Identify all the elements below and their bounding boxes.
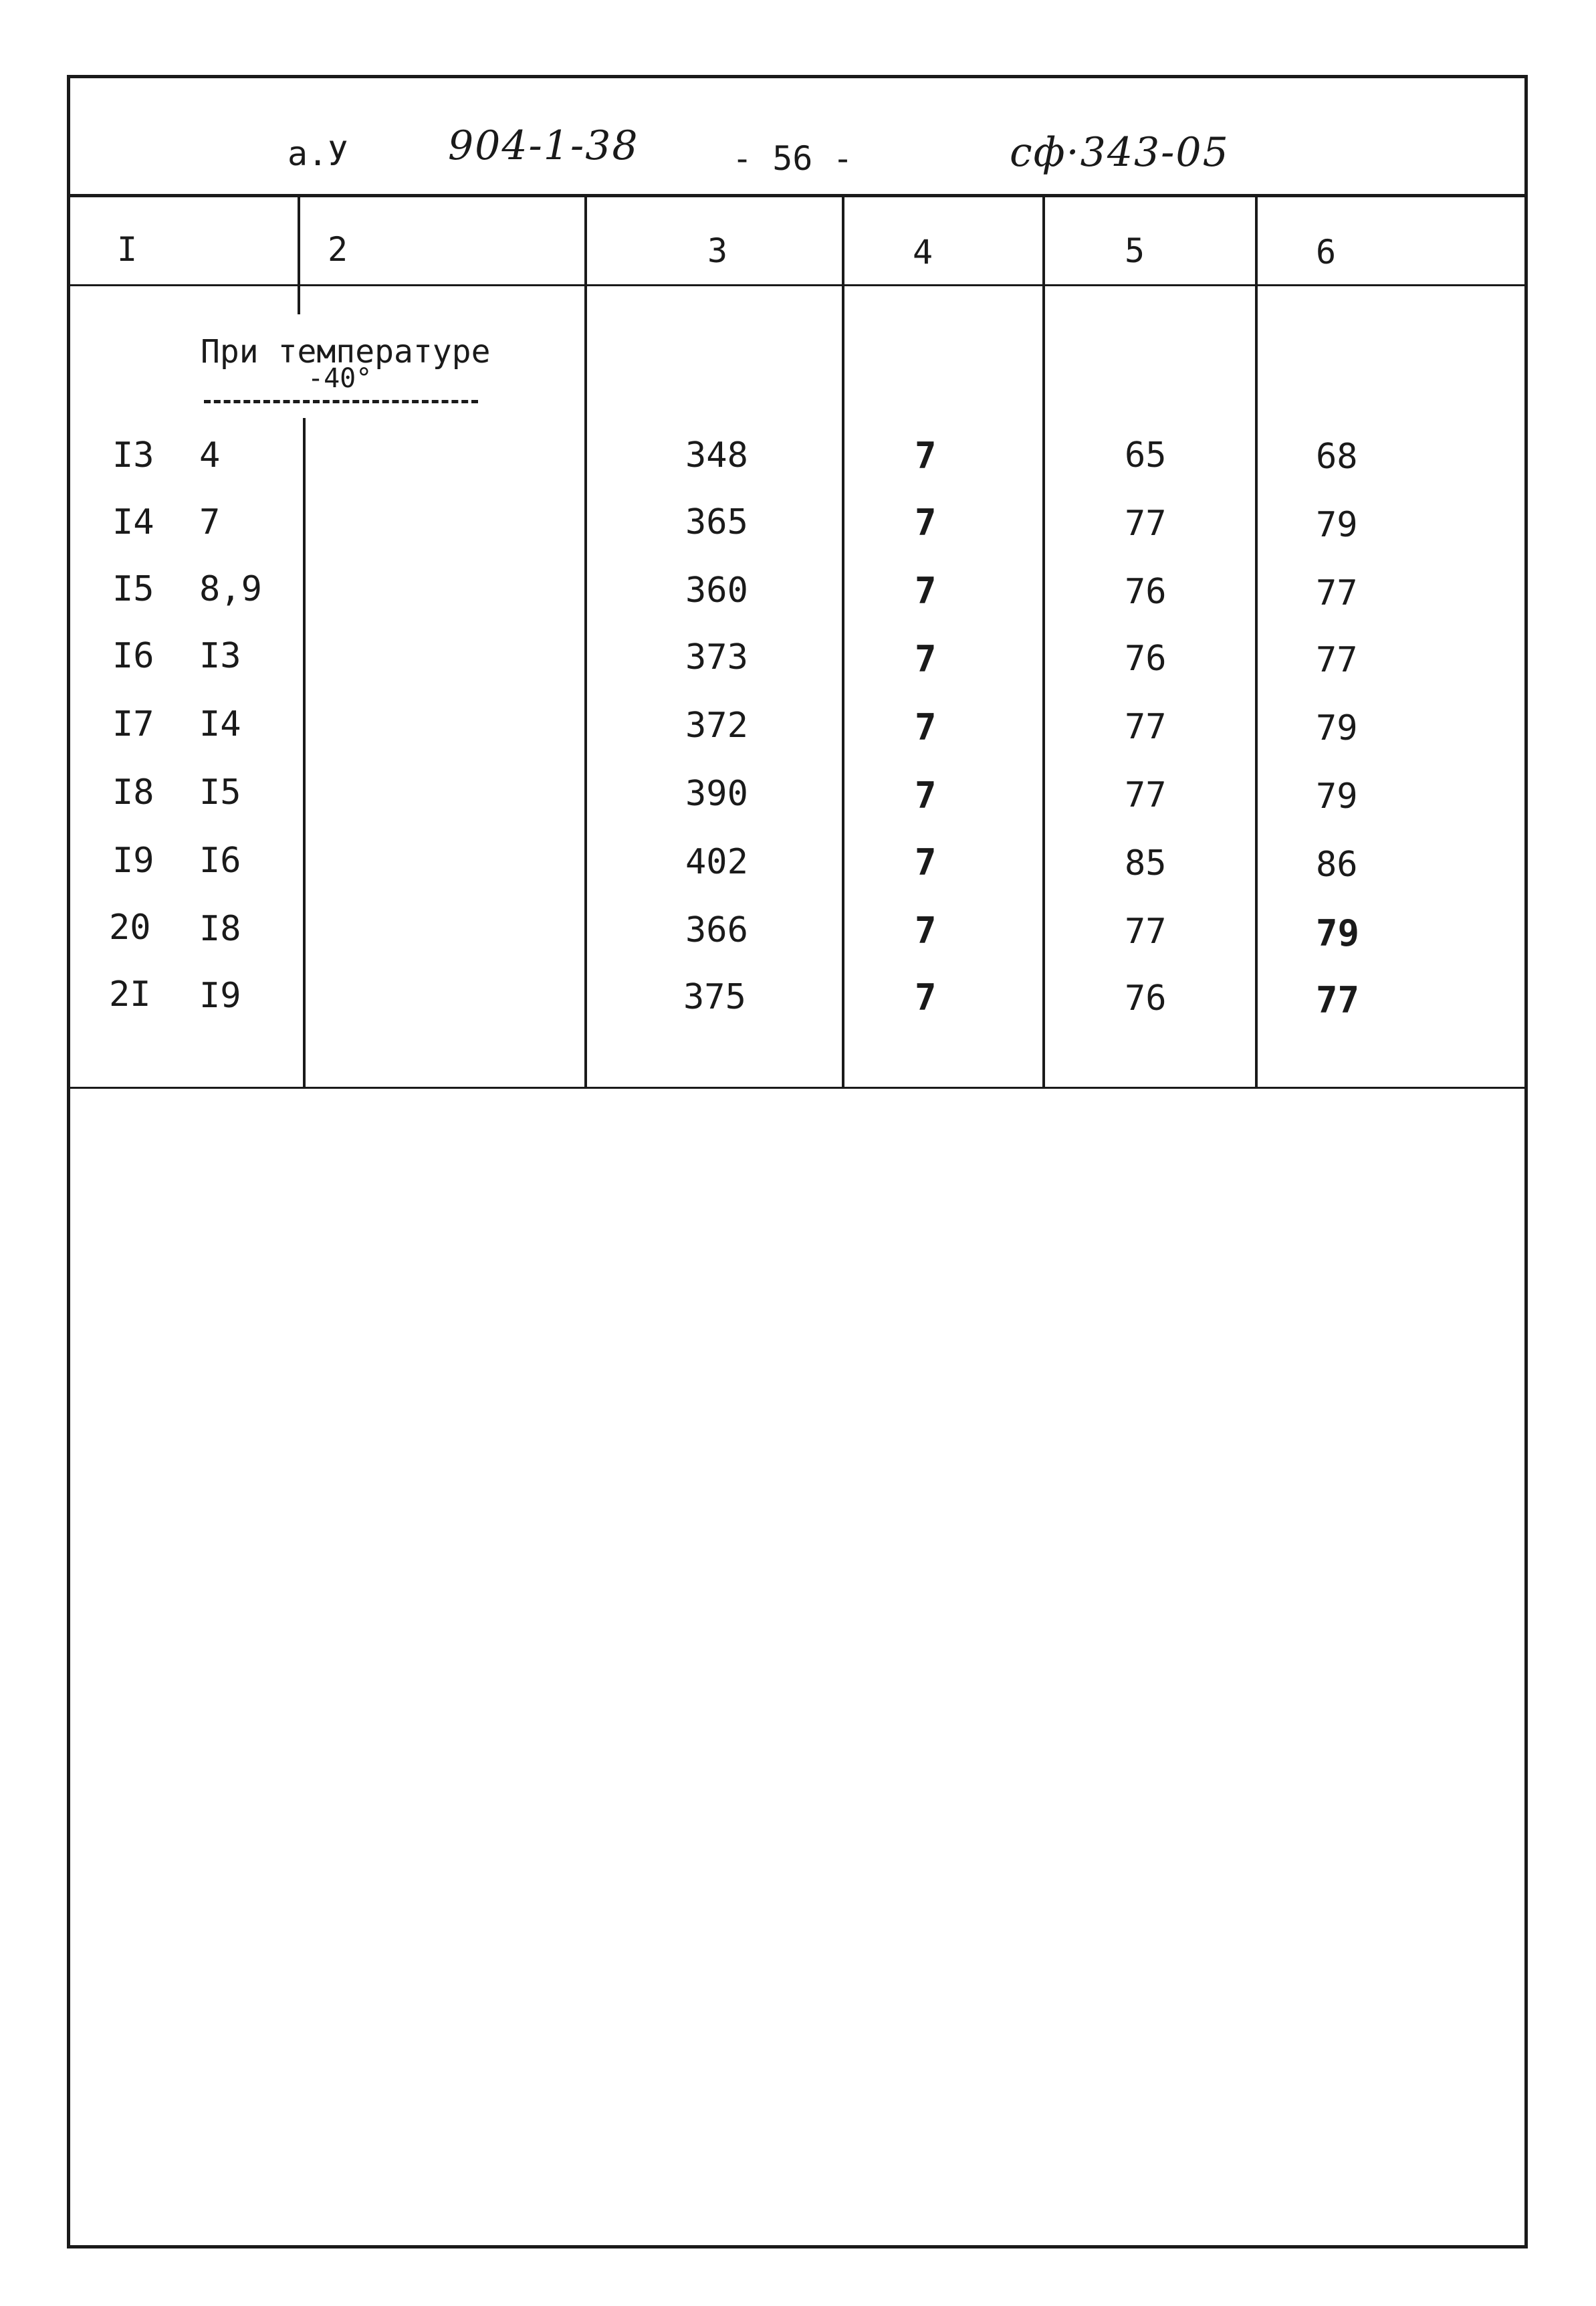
cell-col-3: 348 [685, 435, 748, 476]
cell-col-2: I6 [199, 841, 241, 881]
cell-col-2: 8,9 [199, 569, 262, 609]
cell-col-5: 77 [1125, 504, 1167, 544]
cell-col-1: I5 [112, 569, 154, 609]
cell-col-3: 402 [685, 842, 748, 882]
cell-col-1: 2I [109, 974, 151, 1015]
cell-col-4: 7 [915, 638, 937, 680]
cell-col-5: 85 [1125, 843, 1167, 883]
cell-col-4: 7 [915, 502, 937, 544]
cell-col-1: I7 [112, 704, 154, 744]
header-prefix: а.У [288, 134, 348, 173]
cell-col-6: 79 [1316, 912, 1360, 954]
cell-col-6: 79 [1316, 776, 1358, 817]
cell-col-4: 7 [915, 774, 937, 817]
cell-col-6: 77 [1316, 573, 1358, 613]
cell-col-4: 7 [915, 910, 937, 952]
cell-col-3: 372 [685, 706, 748, 746]
col-divider-4 [1042, 197, 1045, 1088]
col-divider-2 [584, 197, 587, 1088]
col-head-2: 2 [328, 230, 348, 269]
cell-col-5: 76 [1125, 572, 1167, 612]
cell-col-1: I8 [112, 772, 154, 813]
col-divider-1 [303, 418, 306, 1088]
cell-col-1: I3 [112, 435, 154, 476]
cell-col-5: 77 [1125, 912, 1167, 952]
cell-col-2: I3 [199, 636, 241, 676]
header-code: сф·343-05 [1010, 129, 1230, 176]
cell-col-2: I4 [199, 704, 241, 744]
cell-col-6: 77 [1316, 640, 1358, 680]
col-divider-5 [1255, 197, 1258, 1088]
section-label: При температуре [201, 333, 491, 371]
column-head-rule [70, 284, 1524, 286]
header-rule [70, 194, 1524, 197]
cell-col-4: 7 [915, 570, 937, 612]
cell-col-1: I6 [112, 636, 154, 676]
cell-col-3: 373 [685, 637, 748, 677]
cell-col-1: I9 [112, 841, 154, 881]
cell-col-2: I9 [199, 976, 241, 1016]
cell-col-1: I4 [112, 502, 154, 542]
cell-col-6: 77 [1316, 979, 1360, 1021]
cell-col-3: 390 [685, 774, 748, 814]
cell-col-5: 65 [1125, 435, 1167, 476]
col-divider-1-top [298, 197, 300, 314]
cell-col-3: 366 [685, 910, 748, 950]
cell-col-4: 7 [915, 435, 937, 477]
col-head-5: 5 [1125, 231, 1145, 270]
col-head-6: 6 [1316, 233, 1337, 272]
cell-col-2: I5 [199, 772, 241, 813]
cell-col-6: 79 [1316, 505, 1358, 545]
col-head-4: 4 [913, 233, 933, 272]
section-underline [204, 400, 478, 403]
cell-col-4: 7 [915, 976, 937, 1019]
cell-col-6: 68 [1316, 437, 1358, 477]
cell-col-5: 76 [1125, 978, 1167, 1019]
cell-col-5: 76 [1125, 639, 1167, 679]
cell-col-2: I8 [199, 909, 241, 949]
cell-col-2: 4 [199, 435, 221, 476]
cell-col-5: 77 [1125, 707, 1167, 747]
cell-col-1: 20 [109, 908, 151, 948]
cell-col-6: 86 [1316, 845, 1358, 885]
col-head-1: I [117, 230, 138, 269]
cell-col-2: 7 [199, 502, 221, 542]
section-temperature: -40° [308, 363, 372, 394]
cell-col-3: 375 [683, 977, 746, 1017]
table-bottom-rule [70, 1087, 1524, 1089]
col-head-3: 3 [707, 231, 728, 270]
cell-col-6: 79 [1316, 708, 1358, 748]
cell-col-4: 7 [915, 841, 937, 883]
page-number: - 56 - [732, 139, 853, 178]
header-series: 904-1-38 [448, 122, 639, 169]
cell-col-5: 77 [1125, 775, 1167, 815]
cell-col-3: 365 [685, 502, 748, 542]
col-divider-3 [842, 197, 844, 1088]
cell-col-3: 360 [685, 570, 748, 611]
cell-col-4: 7 [915, 706, 937, 748]
